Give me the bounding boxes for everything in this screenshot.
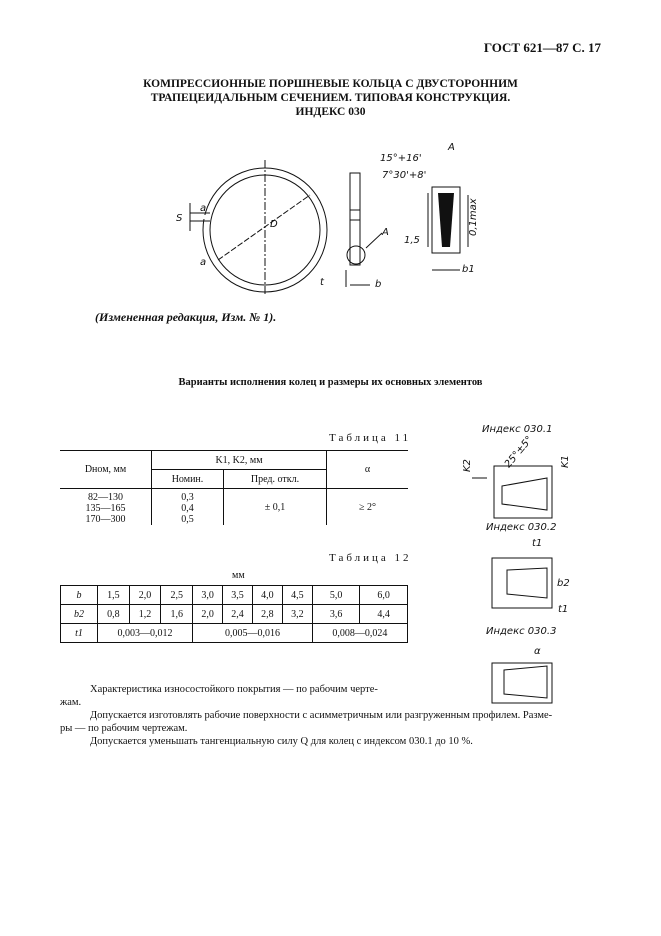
index-030-2-section [492,558,552,608]
t12-b2-4: 2,4 [223,605,253,624]
t11-col-nom: Номин. [152,470,224,489]
paragraph-1a: Характеристика износостойкого покрытия — по рабочим черте- [90,684,378,695]
table11-caption: Таблица 11 [329,432,412,444]
paragraph-3: Допускается уменьшать тангенциальную силу Q для колец с индексом 030.1 до 10 %. [90,736,473,747]
index-030-1-section [494,466,552,518]
title-line-2: ТРАПЕЦЕИДАЛЬНЫМ СЕЧЕНИЕМ. ТИПОВАЯ КОНСТРУКЦИЯ. [150,92,511,104]
angle-1: 15°+16' [380,153,422,164]
t11-col-dnom: Dном, мм [60,451,152,489]
t11-dnom-0: 82—130 [88,492,123,503]
t12-b-3: 3,0 [193,586,223,605]
t11-col-k: K1, K2, мм [152,451,327,470]
section-title [0,77,661,119]
index-figures [452,418,602,708]
t11-nom-1: 0,4 [181,503,194,514]
t12-b-2: 2,5 [161,586,193,605]
label-b: b [375,279,382,290]
table12-caption: Таблица 12 [329,552,412,564]
label-a-view: A [448,142,455,153]
label-d: D [270,219,278,230]
revision-note: (Измененная редакция, Изм. № 1). [95,310,277,324]
label-alpha: α [534,646,541,657]
t11-dnom-cell [60,489,152,526]
label-a-callout: A [382,227,389,238]
t12-b2-0: 0,8 [98,605,130,624]
index-030-3-label: Индекс 030.3 [486,626,557,637]
t12-t1-2: 0,008—0,024 [312,624,407,643]
t11-nom-cell [152,489,224,526]
table-12 [60,585,408,643]
t12-label-t1: t1 [61,624,98,643]
t11-nom-2: 0,5 [181,514,194,525]
t11-dnom-1: 135—165 [85,503,126,514]
label-t1-top: t1 [532,538,543,549]
table12-unit: мм [232,570,245,581]
t12-b-5: 4,0 [252,586,282,605]
t12-b2-2: 1,6 [161,605,193,624]
label-k2: K2 [462,459,473,472]
t11-alpha: ≥ 2° [327,489,409,526]
t11-col-tol: Пред. откл. [223,470,326,489]
page-header: ГОСТ 621—87 С. 17 [483,40,601,55]
ring-side-view [350,173,360,265]
paragraph-1b: жам. [60,697,82,708]
label-a-bottom: a [200,257,207,268]
t12-b-1: 2,0 [129,586,161,605]
t12-b2-5: 2,8 [252,605,282,624]
index-030-1-label: Индекс 030.1 [482,424,553,435]
label-t1-bottom: t1 [558,604,569,615]
index-030-3-section [492,663,552,703]
table-subtitle: Варианты исполнения колец и размеры их основных элементов [178,377,483,388]
t12-b2-8: 4,4 [360,605,408,624]
table-11 [60,450,408,525]
t12-t1-0: 0,003—0,012 [98,624,193,643]
t12-b2-6: 3,2 [282,605,312,624]
dim-b1: b1 [462,264,475,275]
label-k1: K1 [560,455,571,468]
t12-label-b2: b2 [61,605,98,624]
label-b2: b2 [557,578,570,589]
dim-07: 0,1max [468,198,479,236]
dim-15: 1,5 [404,235,420,246]
paragraph-2b: ры — по рабочим чертежам. [60,723,188,734]
t11-col-alpha: α [327,451,409,489]
t11-nom-0: 0,3 [181,492,194,503]
label-t: t [320,277,324,288]
label-angle: 25°±5° [502,434,536,471]
diameter-line [218,195,310,260]
t12-b-7: 5,0 [312,586,360,605]
ring-drawing [170,135,500,295]
t11-tol: ± 0,1 [223,489,326,526]
index-030-2-label: Индекс 030.2 [486,522,557,533]
label-s: S [176,213,183,224]
label-a-top: a [200,203,207,214]
t12-label-b: b [61,586,98,605]
t12-t1-1: 0,005—0,016 [193,624,313,643]
t12-b-8: 6,0 [360,586,408,605]
title-line-1: КОМПРЕССИОННЫЕ ПОРШНЕВЫЕ КОЛЬЦА С ДВУСТОРОННИМ [143,78,518,90]
t11-dnom-2: 170—300 [85,514,126,525]
angle-2: 7°30'+8' [382,170,427,181]
t12-b-4: 3,5 [223,586,253,605]
t12-b2-1: 1,2 [129,605,161,624]
t12-b-6: 4,5 [282,586,312,605]
paragraph-2a: Допускается изготовлять рабочие поверхности с асимметричным или разгруженным профилем. Разме- [90,710,553,721]
t12-b2-7: 3,6 [312,605,360,624]
title-line-3: ИНДЕКС 030 [295,106,366,118]
t12-b-0: 1,5 [98,586,130,605]
t12-b2-3: 2,0 [193,605,223,624]
